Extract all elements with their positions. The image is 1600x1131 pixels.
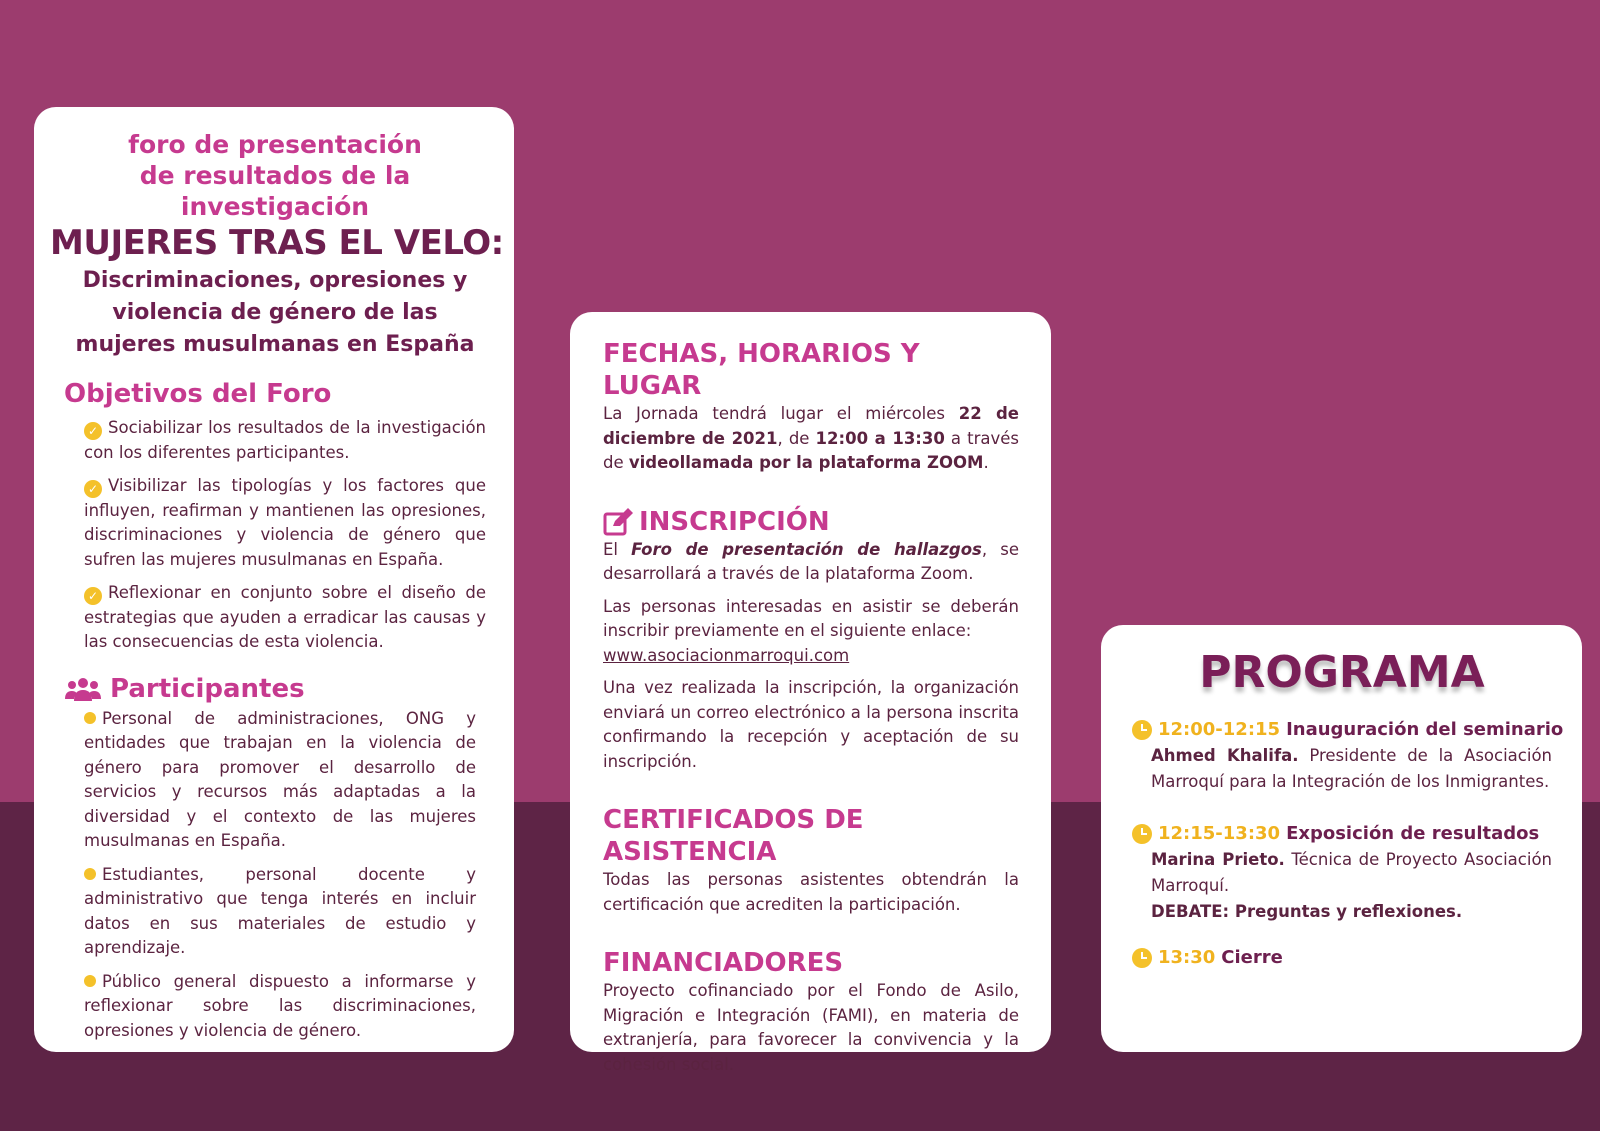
funders-text: Proyecto cofinanciado por el Fondo de Asilo, Migración e Integración (FAMI), en materia de extranjería, para favorecer la convivencia y la cohesión social. <box>603 981 1019 1074</box>
objectives-title <box>64 378 486 410</box>
list-item <box>84 581 486 655</box>
program-label: Cierre <box>1221 947 1283 968</box>
participants-title-text: Participantes <box>110 673 305 704</box>
program-time: 13:30 <box>1158 947 1216 968</box>
people-icon <box>64 676 102 702</box>
program-time: 12:15-13:30 <box>1158 823 1281 844</box>
inscription-text-2: Las personas interesadas en asistir se deberán inscribir previamente en el siguiente enlace: www.asociacionmarroqui.com <box>603 596 1019 665</box>
check-circle-icon: ✓ <box>84 480 102 498</box>
subtitle-line-3: mujeres musulmanas en España <box>75 332 475 357</box>
certificates-text: Todas las personas asistentes obtendrán la certificación que acrediten la participación. <box>603 870 1019 914</box>
participants-list <box>64 707 486 1044</box>
objectives-title-text: Objetivos del Foro <box>64 379 332 409</box>
program-item <box>1132 717 1564 795</box>
info-panel <box>570 312 1051 1074</box>
participants-title <box>64 673 486 705</box>
bullet-icon <box>84 712 96 724</box>
edit-icon <box>603 508 633 536</box>
objective-text: Visibilizar las tipologías y los factores que influyen, reafirman y mantienen las opresiones, discriminaciones y violencia de género que sufren las mujeres musulmanas en España. <box>84 476 486 569</box>
dates-title: FECHAS, HORARIOS Y LUGAR <box>603 339 920 401</box>
bullet-icon <box>84 868 96 880</box>
registration-link[interactable]: www.asociacionmarroqui.com <box>603 645 850 665</box>
program-description: Ahmed Khalifa. Presidente de la Asociación Marroquí para la Integración de los Inmigrantes. <box>1151 746 1552 791</box>
clock-icon <box>1132 824 1152 844</box>
subtitle-line-1: Discriminaciones, opresiones y <box>82 268 468 293</box>
program-panel <box>1101 625 1582 1052</box>
objective-text: Sociabilizar los resultados de la investigación con los diferentes participantes. <box>84 418 486 462</box>
bullet-icon <box>84 975 96 987</box>
subtitle-line-2: violencia de género de las <box>112 300 438 325</box>
program-label: Exposición de resultados <box>1286 823 1540 844</box>
certificates-title: CERTIFICADOS DE ASISTENCIA <box>603 805 864 867</box>
clock-icon <box>1132 948 1152 968</box>
participant-text: Personal de administraciones, ONG y entidades que trabajan en la violencia de género para promover el desarrollo de servicios y recursos más adaptadas a la diversidad y el contexto de las mujeres musulmanas en España. <box>84 708 476 850</box>
objective-text: Reflexionar en conjunto sobre el diseño de estrategias que ayuden a erradicar las causas y las consecuencias de esta violencia. <box>84 583 486 651</box>
program-title: PROGRAMA <box>1199 647 1485 698</box>
check-circle-icon: ✓ <box>84 422 102 440</box>
list-item <box>84 474 486 572</box>
list-item <box>84 863 476 961</box>
list-item <box>84 970 476 1044</box>
program-description: Marina Prieto. Técnica de Proyecto Asociación Marroquí. DEBATE: Preguntas y reflexiones. <box>1151 850 1553 921</box>
dates-text: La Jornada tendrá lugar el miércoles 22 de diciembre de 2021, de 12:00 a 13:30 a través de videollamada por la plataforma ZOOM. <box>603 404 1019 472</box>
inscription-title <box>603 506 1019 538</box>
program-item <box>1132 945 1552 971</box>
participant-text: Estudiantes, personal docente y administrativo que tenga interés en incluir datos en sus materiales de estudio y aprendizaje. <box>84 864 476 957</box>
list-item <box>84 707 476 854</box>
participant-text: Público general dispuesto a informarse y reflexionar sobre las discriminaciones, opresiones y violencia de género. <box>84 971 476 1040</box>
inscription-text-1: El Foro de presentación de hallazgos, se desarrollará a través de la plataforma Zoom. <box>603 539 1019 583</box>
kicker-line-1: foro de presentación <box>128 130 422 159</box>
funders-title: FINANCIADORES <box>603 948 844 978</box>
main-title: MUJERES TRAS EL VELO: <box>50 223 504 263</box>
clock-icon <box>1132 720 1152 740</box>
program-label: Inauguración del seminario <box>1286 719 1564 740</box>
program-time: 12:00-12:15 <box>1158 719 1281 740</box>
check-circle-icon: ✓ <box>84 587 102 605</box>
inscription-title-text: INSCRIPCIÓN <box>639 506 830 537</box>
objectives-list <box>64 416 486 655</box>
inscription-text-3: Una vez realizada la inscripción, la organización enviará un correo electrónico a la persona inscrita confirmando la recepción y aceptación de su inscripción. <box>603 678 1019 771</box>
kicker-line-2: de resultados de la investigación <box>139 161 411 221</box>
list-item <box>84 416 486 465</box>
program-item <box>1132 821 1552 925</box>
objectives-panel <box>34 107 514 1052</box>
